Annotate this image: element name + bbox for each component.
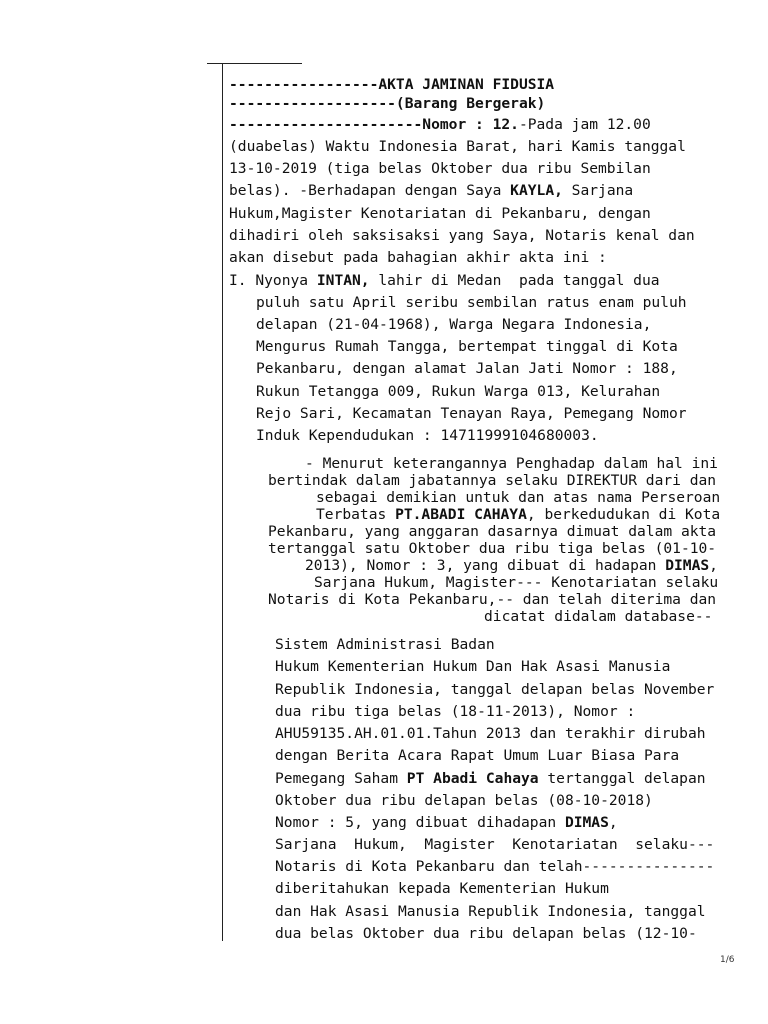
text-segment: dua belas Oktober dua ribu delapan belas (12-10- <box>275 925 697 942</box>
document-line <box>484 608 712 626</box>
document-line <box>256 338 678 356</box>
text-segment: I. Nyonya <box>229 272 317 289</box>
text-segment: Sarjana <box>562 182 634 199</box>
text-segment: , <box>709 557 718 574</box>
text-segment: Republik Indonesia, tanggal delapan belas November <box>275 681 715 698</box>
document-line <box>229 249 607 267</box>
bold-text: PT.ABADI CAHAYA <box>395 506 527 523</box>
document-line <box>268 523 716 541</box>
text-segment: delapan (21-04-1968), Warga Negara Indonesia, <box>256 316 652 333</box>
document-line <box>275 770 706 788</box>
text-segment: Notaris di Kota Pekanbaru,-- dan telah diterima dan <box>268 591 717 608</box>
bold-text: -------------------(Barang Bergerak) <box>229 95 546 112</box>
bold-text: INTAN, <box>316 272 370 289</box>
document-line <box>316 489 720 507</box>
document-line <box>275 836 714 854</box>
text-segment: dua ribu tiga belas (18-11-2013), Nomor : <box>275 703 636 720</box>
document-line <box>275 747 679 765</box>
text-segment: 13-10-2019 (tiga belas Oktober dua ribu Sembilan <box>229 160 651 177</box>
document-line <box>268 540 716 558</box>
bold-text: PT Abadi Cahaya <box>406 770 539 787</box>
document-line <box>229 272 660 290</box>
document-line <box>256 316 651 334</box>
document-line <box>305 455 718 473</box>
document-line <box>275 858 714 876</box>
document-line <box>275 814 618 832</box>
text-segment: Sarjana Hukum, Magister Kenotariatan selaku--- <box>275 836 715 853</box>
text-segment: tertanggal satu Oktober dua ribu tiga belas (01-10- <box>268 540 717 557</box>
text-segment: 2013), Nomor : 3, yang dibuat di hadapan <box>305 557 666 574</box>
text-segment: AHU59135.AH.01.01.Tahun 2013 dan terakhir dirubah <box>275 725 706 742</box>
document-line <box>275 925 697 943</box>
text-segment: - Menurut keterangannya Penghadap dalam hal ini <box>305 455 718 472</box>
text-segment: Sistem Administrasi Badan <box>275 636 495 653</box>
document-line <box>268 472 716 490</box>
document-line <box>275 903 706 921</box>
document-line <box>275 703 635 721</box>
text-segment: puluh satu April seribu sembilan ratus enam puluh <box>256 294 687 311</box>
text-segment: diberitahukan kepada Kementerian Hukum <box>275 880 609 897</box>
text-segment: Hukum Kementerian Hukum Dan Hak Asasi Manusia <box>275 658 671 675</box>
text-segment: Nomor : 5, yang dibuat dihadapan <box>275 814 565 831</box>
document-line <box>305 557 718 575</box>
text-segment: Sarjana Hukum, Magister--- Kenotariatan selaku <box>314 574 719 591</box>
document-line <box>316 506 720 524</box>
text-segment: Rukun Tetangga 009, Rukun Warga 013, Kelurahan <box>256 383 661 400</box>
text-segment: dicatat didalam database-- <box>484 608 713 625</box>
text-segment: Oktober dua ribu delapan belas (08-10-2018) <box>275 792 653 809</box>
document-line <box>229 160 651 178</box>
document-line <box>275 880 609 898</box>
bold-text: DIMAS <box>564 814 609 831</box>
text-segment: lahir di Medan pada tanggal dua <box>369 272 660 289</box>
document-line <box>229 182 633 200</box>
document-line <box>256 427 599 445</box>
text-segment: Notaris di Kota Pekanbaru dan telah--------------- <box>275 858 715 875</box>
document-line <box>229 95 545 113</box>
text-segment: tertanggal delapan <box>538 770 706 787</box>
bold-text: DIMAS <box>665 557 710 574</box>
text-segment: Pemegang Saham <box>275 770 407 787</box>
document-line <box>314 574 718 592</box>
document-line <box>229 76 554 94</box>
text-segment: -Pada jam 12.00 <box>518 116 651 133</box>
text-segment: Induk Kependudukan : 14711999104680003. <box>256 427 599 444</box>
bold-text: KAYLA, <box>510 182 563 199</box>
document-line <box>275 636 495 654</box>
text-segment: , <box>608 814 618 831</box>
document-line <box>229 205 651 223</box>
document-line <box>275 792 653 810</box>
document-line <box>256 405 687 423</box>
text-segment: dengan Berita Acara Rapat Umum Luar Biasa Para <box>275 747 680 764</box>
document-line <box>268 591 716 609</box>
document-line <box>256 360 678 378</box>
text-segment: sebagai demikian untuk dan atas nama Perseroan <box>316 489 721 506</box>
text-segment: Terbatas <box>316 506 396 523</box>
document-line <box>275 681 714 699</box>
document-line <box>275 725 706 743</box>
text-segment: (duabelas) Waktu Indonesia Barat, hari Kamis tanggal <box>229 138 686 155</box>
text-segment: dan Hak Asasi Manusia Republik Indonesia, tanggal <box>275 903 706 920</box>
bold-text: -----------------AKTA JAMINAN FIDUSIA <box>229 76 555 93</box>
page-number: 1/6 <box>720 955 735 965</box>
text-segment: Mengurus Rumah Tangga, bertempat tinggal di Kota <box>256 338 678 355</box>
document-line <box>256 383 660 401</box>
bold-text: ----------------------Nomor : 12. <box>229 116 519 133</box>
document-line <box>229 116 651 134</box>
text-segment: dihadiri oleh saksisaksi yang Saya, Notaris kenal dan <box>229 227 695 244</box>
document-line <box>256 294 687 312</box>
text-segment: Rejo Sari, Kecamatan Tenayan Raya, Pemegang Nomor <box>256 405 687 422</box>
left-margin-rule <box>222 63 223 941</box>
document-line <box>275 658 670 676</box>
text-segment: Hukum,Magister Kenotariatan di Pekanbaru, dengan <box>229 205 651 222</box>
text-segment: akan disebut pada bahagian akhir akta ini : <box>229 249 607 266</box>
text-segment: Pekanbaru, yang anggaran dasarnya dimuat dalam akta <box>268 523 717 540</box>
text-segment: Pekanbaru, dengan alamat Jalan Jati Nomor : 188, <box>256 360 678 377</box>
document-line <box>229 227 695 245</box>
text-segment: , berkedudukan di Kota <box>526 506 721 523</box>
document-line <box>229 138 686 156</box>
text-segment: belas). -Berhadapan dengan Saya <box>229 182 511 199</box>
text-segment: bertindak dalam jabatannya selaku DIREKTUR dari dan <box>268 472 717 489</box>
